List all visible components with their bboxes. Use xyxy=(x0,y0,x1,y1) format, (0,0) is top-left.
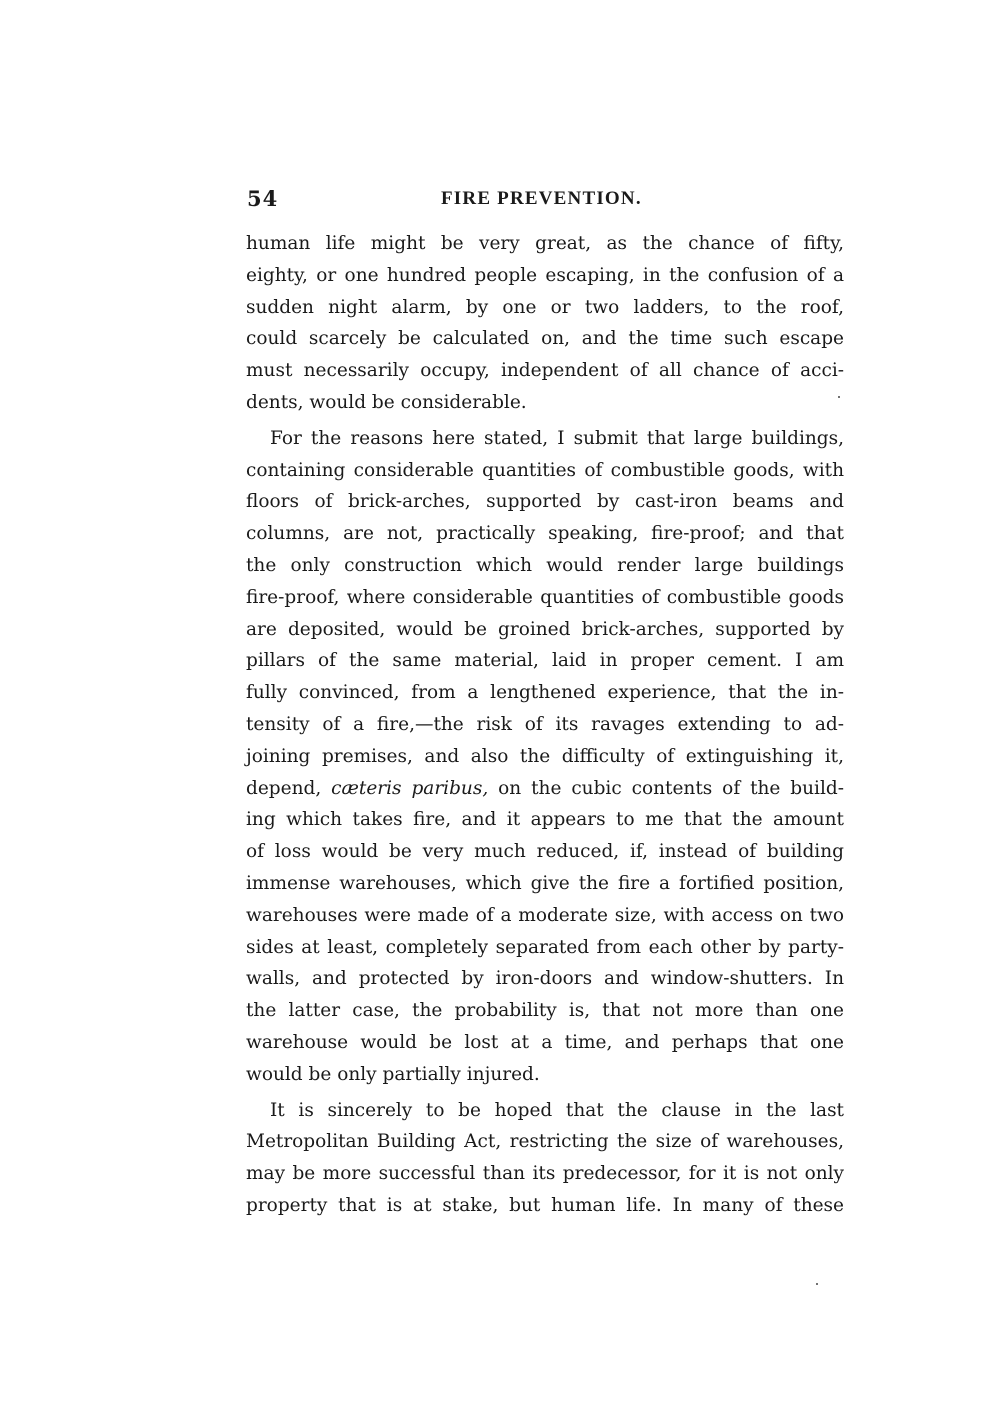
text-line: walls, and protected by iron-doors and window-shutters. In xyxy=(246,968,844,990)
text-line: warehouse would be lost at a time, and perhaps that one xyxy=(246,1031,844,1053)
text-line: sides at least, completely separated from each other by party- xyxy=(246,936,844,958)
text-line: could scarcely be calculated on, and the time such escape xyxy=(246,328,844,350)
text-line: fire-proof, where considerable quantities of combustible goods xyxy=(246,586,844,608)
text-line: tensity of a fire,—the risk of its ravages extending to ad- xyxy=(246,713,844,735)
text-line: warehouses were made of a moderate size, with access on two xyxy=(246,904,844,926)
text-line: pillars of the same material, laid in proper cement. I am xyxy=(246,650,844,672)
text-line: Metropolitan Building Act, restricting the size of warehouses, xyxy=(246,1131,844,1153)
text-line: property that is at stake, but human life. In many of these xyxy=(246,1194,844,1216)
text-line: human life might be very great, as the chance of fifty, xyxy=(246,233,844,254)
text-line: immense warehouses, which give the fire a fortified position, xyxy=(246,872,844,894)
text-line: the only construction which would render large buildings xyxy=(246,554,844,576)
text-line: eighty, or one hundred people escaping, in the confusion of a xyxy=(246,264,844,286)
text-line: sudden night alarm, by one or two ladders, to the roof, xyxy=(246,296,844,318)
text-line: For the reasons here stated, I submit that large buildings, xyxy=(270,427,844,449)
italic-phrase: cæteris paribus, xyxy=(331,777,489,799)
running-title: FIRE PREVENTION. xyxy=(441,188,642,209)
text-line: dents, would be considerable. xyxy=(246,391,527,413)
page-number: 54 xyxy=(247,186,279,211)
text-line: It is sincerely to be hoped that the clause in the last xyxy=(270,1099,844,1121)
text-line: of loss would be very much reduced, if, instead of building xyxy=(246,841,844,863)
text-span: on the cubic contents of the build- xyxy=(488,777,844,799)
text-line-with-italic xyxy=(246,773,844,805)
text-line: columns, are not, practically speaking, fire-proof; and that xyxy=(246,523,844,545)
text-line: the latter case, the probability is, that not more than one xyxy=(246,1000,844,1022)
text-line: may be more successful than its predecessor, for it is not only xyxy=(246,1163,844,1185)
text-line: must necessarily occupy, independent of all chance of acci- xyxy=(246,360,844,382)
scan-speck xyxy=(838,396,840,398)
scan-speck xyxy=(816,1283,818,1285)
text-line: joining premises, and also the difficulty of extinguishing it, xyxy=(246,745,844,767)
text-line: fully convinced, from a lengthened experience, that the in- xyxy=(246,682,844,704)
text-line: containing considerable quantities of combustible goods, with xyxy=(246,459,844,481)
text-line: ing which takes fire, and it appears to me that the amount xyxy=(246,809,844,831)
text-span: depend, xyxy=(246,777,332,799)
text-line: would be only partially injured. xyxy=(246,1063,540,1085)
text-line: are deposited, would be groined brick-arches, supported by xyxy=(246,618,844,640)
running-head xyxy=(247,186,845,216)
text-line: floors of brick-arches, supported by cast-iron beams and xyxy=(246,491,844,513)
body-text xyxy=(246,228,844,1222)
